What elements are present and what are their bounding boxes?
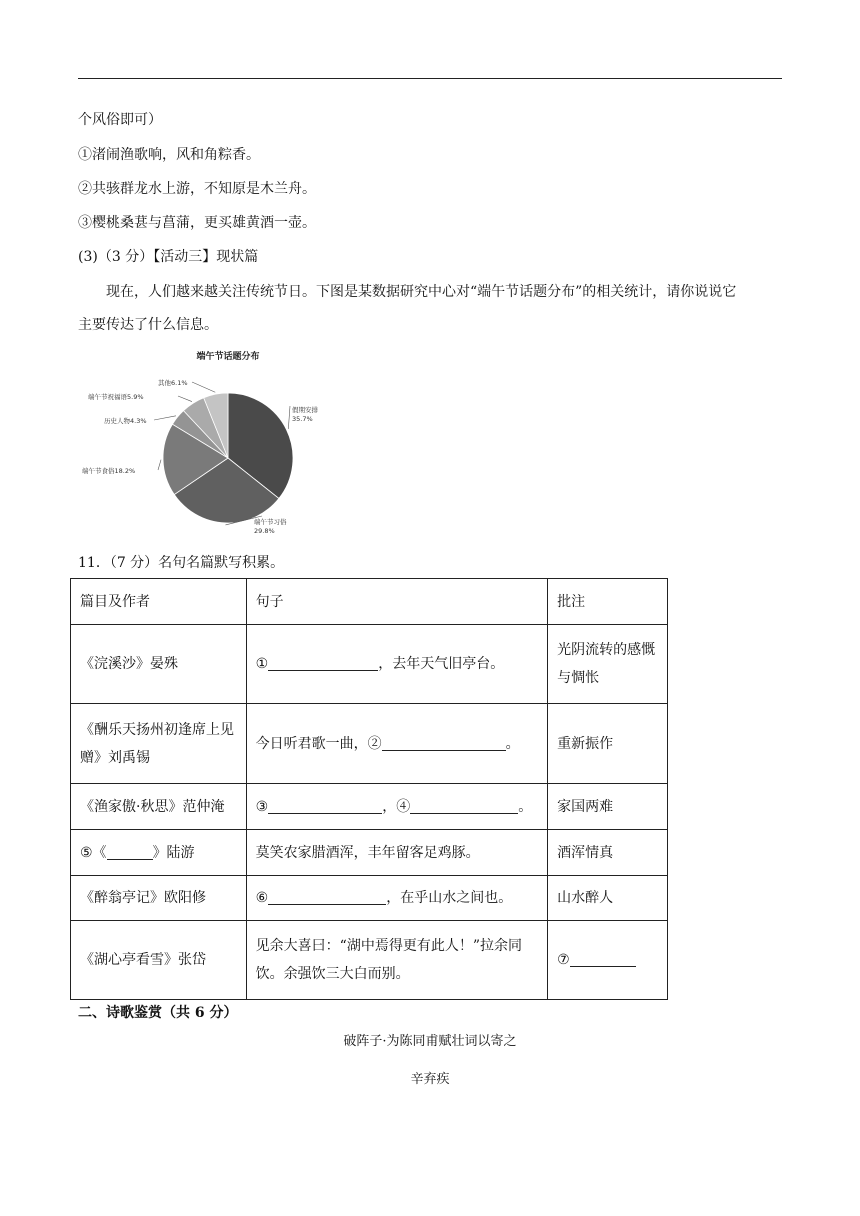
sentence-cell [246, 704, 547, 784]
answer-blank[interactable] [570, 950, 636, 967]
pie-chart [78, 342, 318, 542]
text-line: ①渚闹渔歌响，风和角粽香。 [78, 147, 260, 163]
work-cell [71, 830, 247, 876]
table-row [71, 784, 668, 830]
header-cell: 句子 [246, 579, 547, 625]
text-line: 个风俗即可） [78, 112, 162, 128]
table-row [71, 876, 668, 921]
leader-line [288, 406, 290, 429]
note-cell: 重新振作 [548, 704, 668, 784]
table-row [71, 704, 668, 784]
note-cell: 家国两难 [548, 784, 668, 830]
sentence-cell [246, 876, 547, 921]
answer-blank[interactable] [268, 654, 378, 671]
note-cell: 酒浑情真 [548, 830, 668, 876]
sentence-text: 。 [505, 735, 520, 752]
paragraph-line: 现在，人们越来越关注传统节日。下图是某数据研究中心对“端午节话题分布”的相关统计，请你说说它 [106, 284, 737, 300]
leader-line [158, 460, 161, 470]
sentence-text: ，在乎山水之间也。 [386, 890, 513, 906]
blank-number: ③ [255, 798, 269, 815]
leader-line [178, 396, 192, 402]
slice-label: 假期安排 [292, 406, 318, 414]
poet-name: 辛弃疾 [410, 1072, 450, 1087]
work-text: 》陆游 [152, 844, 195, 861]
sentence-text: 。 [518, 798, 533, 815]
work-cell: 《渔家傲·秋思》范仲淹 [71, 784, 247, 830]
slice-value-label: 29.8% [254, 527, 275, 535]
sentence-text: ，去年天气旧亭台。 [378, 656, 505, 672]
slice-label: 端午节食俗18.2% [82, 467, 136, 475]
answer-blank[interactable] [107, 843, 153, 860]
slice-value-label: 35.7% [292, 415, 313, 423]
sentence-cell [246, 625, 547, 704]
work-cell: 《酬乐天扬州初逢席上见赠》刘禹锡 [71, 704, 247, 784]
slice-label: 端午节祝福语5.9% [88, 393, 144, 401]
blank-number: ⑦ [557, 952, 570, 968]
slice-label: 历史人物4.3% [104, 417, 147, 425]
paragraph-line: 主要传达了什么信息。 [78, 317, 218, 333]
table-row [71, 830, 668, 876]
answer-blank[interactable] [410, 797, 518, 814]
leader-line [192, 382, 215, 392]
sentence-cell: 见余大喜曰：“湖中焉得更有此人！”拉余同饮。余强饮三大白而别。 [246, 921, 547, 1000]
header-rule [78, 78, 782, 79]
blank-number: ① [255, 656, 269, 672]
table-row [71, 625, 668, 704]
header-cell: 篇目及作者 [71, 579, 247, 625]
header-cell: 批注 [548, 579, 668, 625]
note-cell: 山水醉人 [548, 876, 668, 921]
poem-title: 破阵子·为陈同甫赋壮词以寄之 [343, 1034, 517, 1049]
work-text: ⑤《 [80, 844, 107, 861]
note-cell: 光阴流转的感慨与惆怅 [548, 625, 668, 704]
sentence-cell: 莫笑农家腊酒浑，丰年留客足鸡豚。 [246, 830, 547, 876]
note-cell [548, 921, 668, 1000]
table-row [71, 921, 668, 1000]
question-11-title: 11．（7 分）名句名篇默写积累。 [78, 555, 285, 571]
blank-number: ⑥ [255, 890, 269, 906]
sentence-cell [246, 784, 547, 830]
answer-blank[interactable] [268, 797, 382, 814]
answer-blank[interactable] [268, 888, 386, 905]
verse-table [70, 578, 668, 1000]
blank-number: ，④ [382, 798, 411, 815]
activity-heading: (3)（3 分）【活动三】现状篇 [78, 249, 259, 265]
section-heading: 二、诗歌鉴赏（共 6 分） [78, 1005, 238, 1021]
chart-title: 端午节话题分布 [196, 352, 260, 362]
work-cell: 《浣溪沙》晏殊 [71, 625, 247, 704]
text-line: ②共骇群龙水上游，不知原是木兰舟。 [78, 181, 316, 197]
slice-label: 端午节习俗 [254, 518, 287, 526]
sentence-text: 今日听君歌一曲，② [255, 735, 382, 752]
work-cell: 《醉翁亭记》欧阳修 [71, 876, 247, 921]
work-cell: 《湖心亭看雪》张岱 [71, 921, 247, 1000]
answer-blank[interactable] [382, 734, 506, 751]
text-line: ③樱桃桑葚与菖蒲，更买雄黄酒一壶。 [78, 215, 316, 231]
table-header-row [71, 579, 668, 625]
leader-line [154, 416, 176, 420]
slice-label: 其他6.1% [158, 379, 188, 387]
